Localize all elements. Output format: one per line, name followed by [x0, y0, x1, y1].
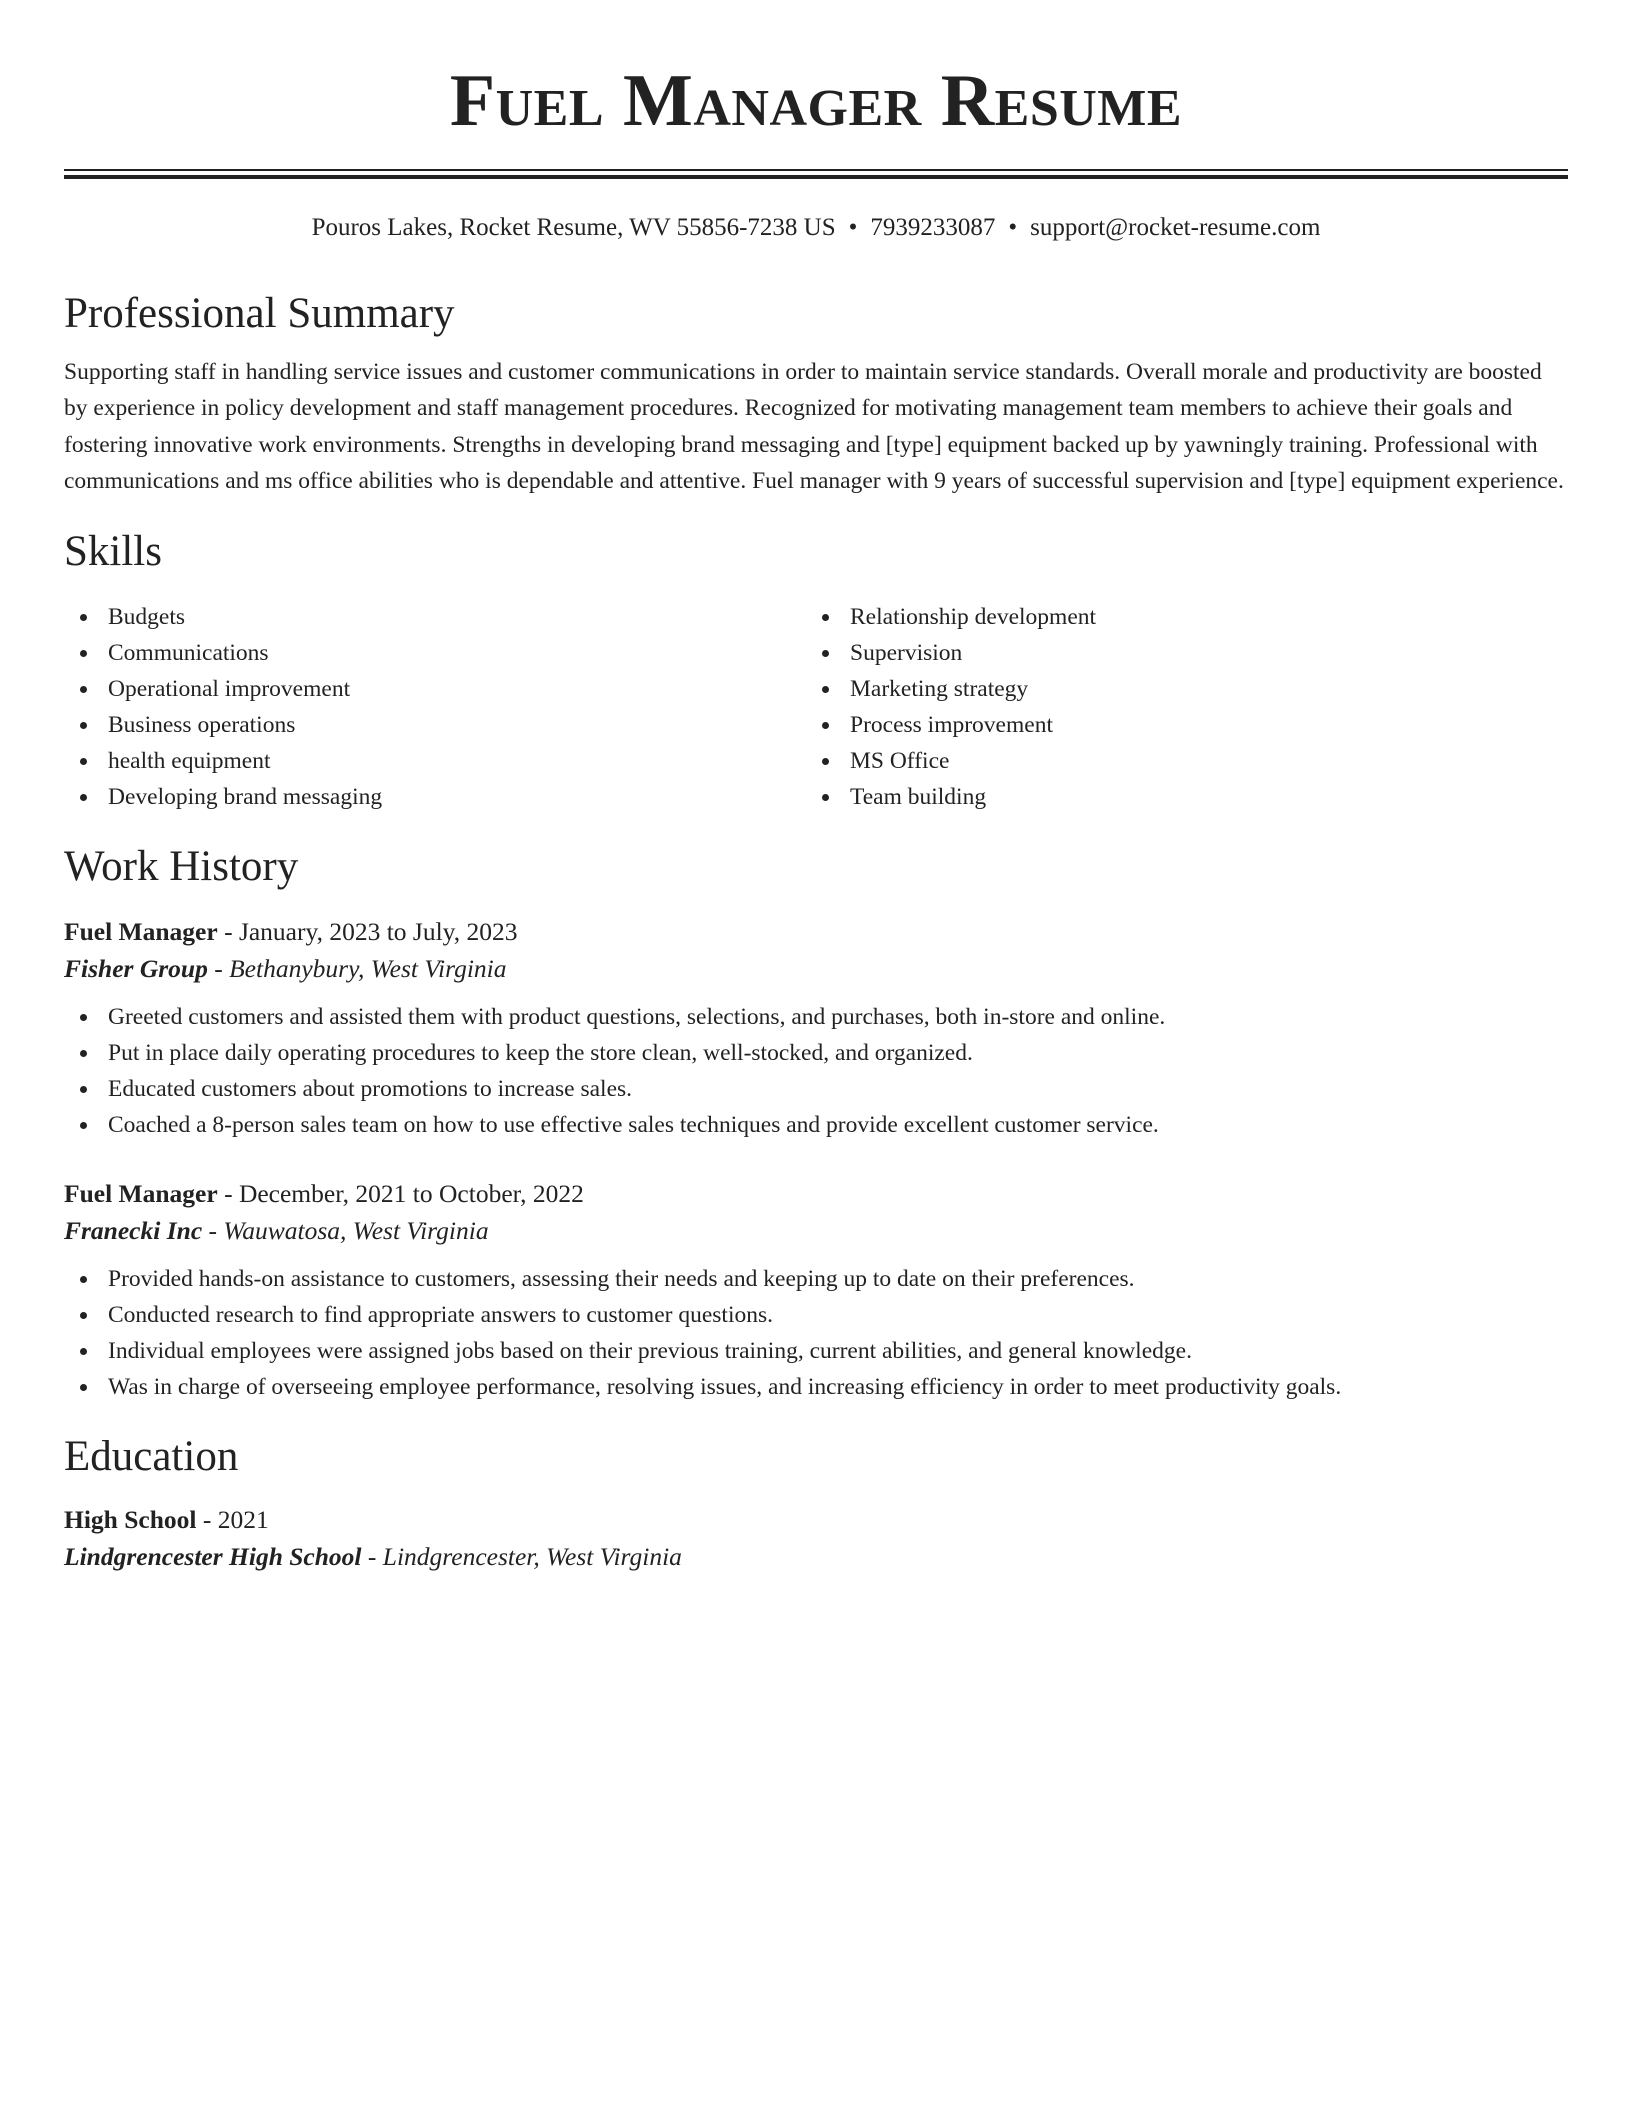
bullet-icon	[80, 1050, 87, 1057]
bullet-icon	[80, 722, 87, 729]
education-heading: Education	[64, 1433, 239, 1481]
dash: -	[208, 1216, 218, 1246]
contact-separator: •	[1008, 214, 1018, 241]
skill-item	[806, 743, 1548, 779]
bullet-icon	[822, 614, 829, 621]
job-duty	[64, 1261, 1568, 1297]
bullet-icon	[80, 1348, 87, 1355]
bullet-icon	[80, 650, 87, 657]
skills-list-right	[806, 599, 1548, 815]
skill-label: Budgets	[108, 604, 186, 631]
job-duty	[64, 1035, 1568, 1071]
skill-label: Communications	[108, 640, 269, 667]
job-location: Bethanybury, West Virginia	[229, 953, 507, 983]
skill-label: health equipment	[108, 748, 271, 775]
skill-label: Operational improvement	[108, 676, 351, 703]
job-company-line	[64, 1214, 1568, 1247]
job-duty-text: Was in charge of overseeing employee performance, resolving issues, and increasing efficiency in order to meet productivity goals.	[108, 1374, 1342, 1401]
skill-label: Relationship development	[850, 604, 1097, 631]
contact-phone: 7939233087	[870, 214, 996, 241]
skill-item	[806, 599, 1548, 635]
education-school: Lindgrencester High School	[64, 1542, 362, 1572]
dash: -	[367, 1542, 377, 1572]
bullet-icon	[80, 686, 87, 693]
job-duty-text: Coached a 8-person sales team on how to use effective sales techniques and provide excellent customer service.	[108, 1112, 1159, 1139]
summary-heading: Professional Summary	[64, 290, 455, 337]
job-duty-text: Conducted research to find appropriate answers to customer questions.	[108, 1302, 773, 1329]
skill-item	[64, 743, 806, 779]
contact-address: Pouros Lakes, Rocket Resume, WV 55856-7238 US	[311, 214, 836, 241]
bullet-icon	[822, 722, 829, 729]
bullet-icon	[80, 1014, 87, 1021]
education-entry	[64, 1503, 1568, 1573]
skills-heading: Skills	[64, 527, 162, 575]
bullet-icon	[80, 1384, 87, 1391]
job-title: Fuel Manager	[64, 916, 218, 946]
job-duty	[64, 1333, 1568, 1369]
job-company: Franecki Inc	[64, 1216, 203, 1246]
job-entry	[64, 1177, 1568, 1405]
title-divider	[64, 169, 1568, 179]
contact-line	[64, 213, 1568, 243]
skill-item	[806, 779, 1548, 815]
job-duty	[64, 1071, 1568, 1107]
skill-item	[64, 635, 806, 671]
education-location: Lindgrencester, West Virginia	[382, 1542, 682, 1572]
education-year: 2021	[217, 1504, 269, 1534]
job-entry	[64, 915, 1568, 1143]
job-duty-text: Greeted customers and assisted them with product questions, selections, and purchases, both in-store and online.	[108, 1004, 1166, 1031]
skills-column-left	[64, 599, 806, 815]
skill-label: Process improvement	[850, 712, 1053, 739]
skill-label: Marketing strategy	[850, 676, 1029, 703]
job-duty-text: Provided hands-on assistance to customers, assessing their needs and keeping up to date on their preferences.	[108, 1266, 1135, 1293]
job-duty	[64, 999, 1568, 1035]
bullet-icon	[80, 794, 87, 801]
dash: -	[214, 953, 223, 983]
skill-item	[64, 707, 806, 743]
skill-label: Supervision	[850, 640, 963, 667]
job-duty-text: Put in place daily operating procedures to keep the store clean, well-stocked, and organized.	[108, 1040, 973, 1067]
bullet-icon	[822, 794, 829, 801]
bullet-icon	[80, 1086, 87, 1093]
skill-label: Developing brand messaging	[108, 784, 383, 811]
bullet-icon	[822, 758, 829, 765]
skill-item	[64, 779, 806, 815]
job-title-line	[64, 915, 1568, 948]
skills-list-left	[64, 599, 806, 815]
job-duty	[64, 1297, 1568, 1333]
job-company-line	[64, 952, 1568, 985]
dash: -	[224, 1179, 233, 1209]
education-degree: High School	[64, 1504, 197, 1534]
summary-text: Supporting staff in handling service issues and customer communications in order to maintain service standards. Overall morale and productivity are boosted by experience in policy development and staff management procedures. Recognized for motivating management team members to achieve their goals and fostering innovative work environments. Strengths in developing brand messaging and [type] equipment backed up by yawningly training. Professional with communications and ms office abilities who is dependable and attentive. Fuel manager with 9 years of successful supervision and [type] equipment experience.	[64, 358, 1564, 495]
skill-item	[64, 599, 806, 635]
bullet-icon	[822, 686, 829, 693]
job-title: Fuel Manager	[64, 1179, 218, 1209]
skill-item	[806, 635, 1548, 671]
bullet-icon	[822, 650, 829, 657]
dash: -	[202, 1504, 212, 1534]
education-school-line	[64, 1540, 1568, 1573]
bullet-icon	[80, 1276, 87, 1283]
job-dates: January, 2023 to July, 2023	[238, 916, 518, 946]
skill-item	[806, 671, 1548, 707]
job-duty	[64, 1107, 1568, 1143]
job-duty	[64, 1369, 1568, 1405]
dash: -	[224, 916, 233, 946]
job-duties-list	[64, 1261, 1568, 1405]
skills-column-right	[806, 599, 1548, 815]
job-location: Wauwatosa, West Virginia	[223, 1216, 489, 1246]
job-duties-list	[64, 999, 1568, 1143]
work-history-heading: Work History	[64, 843, 299, 891]
contact-email: support@rocket-resume.com	[1030, 214, 1321, 241]
skill-label: Business operations	[108, 712, 296, 739]
contact-separator: •	[848, 214, 858, 241]
bullet-icon	[80, 614, 87, 621]
job-duty-text: Educated customers about promotions to increase sales.	[108, 1076, 633, 1103]
bullet-icon	[80, 758, 87, 765]
skill-item	[64, 671, 806, 707]
resume-title: Fuel Manager Resume	[449, 60, 1183, 142]
skill-label: MS Office	[850, 748, 950, 775]
education-degree-line	[64, 1503, 1568, 1536]
job-dates: December, 2021 to October, 2022	[238, 1179, 584, 1209]
job-duty-text: Individual employees were assigned jobs based on their previous training, current abilities, and general knowledge.	[108, 1338, 1192, 1365]
skill-item	[806, 707, 1548, 743]
job-company: Fisher Group	[64, 953, 208, 983]
bullet-icon	[80, 1312, 87, 1319]
skill-label: Team building	[850, 784, 987, 811]
bullet-icon	[80, 1122, 87, 1129]
job-title-line	[64, 1177, 1568, 1210]
skills-grid	[64, 599, 1568, 815]
